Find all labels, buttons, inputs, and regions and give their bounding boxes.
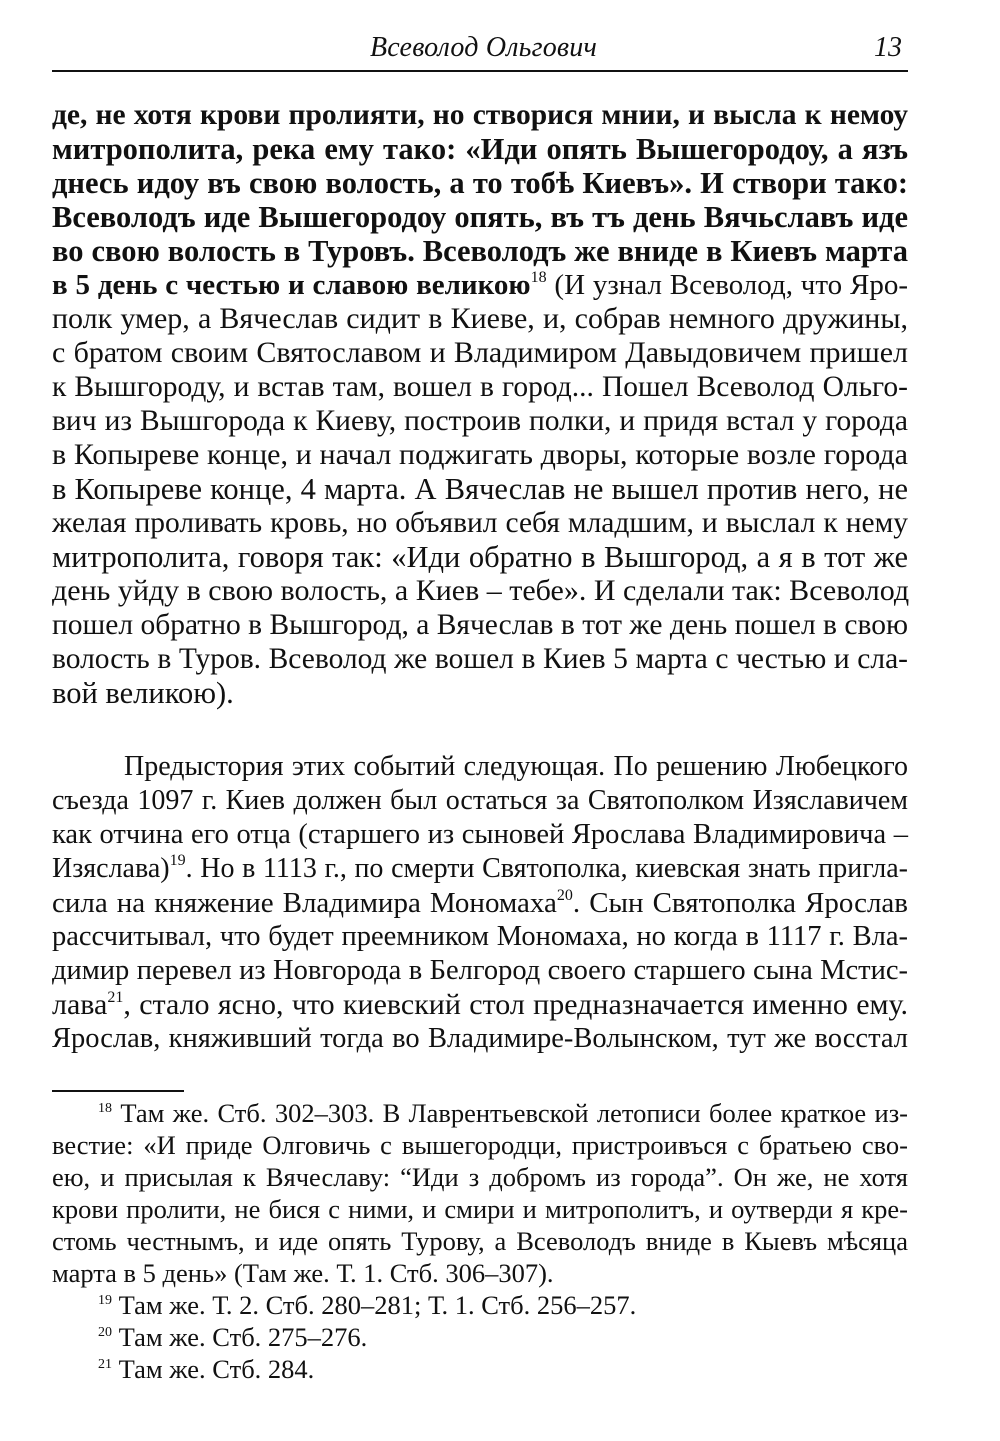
translation-line: в Копыреве конце, 4 марта. А Вячеслав не вышел против него, не [52,472,908,506]
paragraph-line: как отчина его отца (старшего из сыновей Ярослава Владимировича – [52,819,908,850]
text-run: сила на княжение Владимира Мономаха [52,887,557,919]
quote-line: во свою волость в Туровъ. Всеволодъ же вниде в Киевъ марта [52,234,908,268]
footnote-number: 20 [98,1325,112,1340]
footnote-ref: 18 [530,269,547,286]
footnote-text: Там же. Стб. 275–276. [112,1322,368,1352]
footnote-ref: 21 [107,989,124,1006]
paragraph-line: Ярослав, княживший тогда во Владимире-Волынском, тут же восстал [52,1023,908,1054]
text-run: , стало ясно, что киевский стол предназначается именно ему. [123,988,908,1021]
translation-line: с братом своим Святославом и Владимиром Давыдовичем пришел [52,336,908,369]
footnote-text: Там же. Стб. 302–303. В Лаврентьевской летописи более краткое из- [112,1098,908,1128]
paragraph-line: рассчитывал, что будет преемником Мономаха, но когда в 1117 г. Вла- [52,921,908,952]
translation-line: к Вышгороду, и встав там, вошел в город... Пошел Всеволод Ольго- [52,371,908,403]
running-title: Всеволод Ольгович [370,32,598,63]
footnote-18 [98,1098,908,1128]
footnote-number: 21 [98,1357,112,1372]
footnote-19 [98,1290,908,1320]
paragraph-line [52,886,908,920]
footnote-ref: 19 [169,852,186,869]
paragraph-line: съезда 1097 г. Киев должен был остаться за Святополком Изяславичем [52,785,908,816]
footnote-20 [98,1322,908,1352]
text-run: . Сын Святополка Ярослав [572,887,908,919]
translation-line: полк умер, а Вячеслав сидит в Киеве, и, собрав немного дружины, [52,302,908,335]
text-run: лава [52,988,108,1021]
translation-line: день уйду в свою волость, а Киев – тебе». И сделали так: Всеволод [52,574,910,607]
translation-line: вой великою). [52,676,234,710]
text-run: . Но в 1113 г., по смерти Святополка, киевская знать пригла- [185,853,908,884]
quote-line: днесь идоу въ свою волость, а то тобѣ Киевъ». И створи тако: [52,166,908,200]
footnote-line: стомь честнымъ, и иде опять Турову, а Всеволодъ вниде в Кыевъ мѣсяца [52,1226,908,1256]
text-run: Изяслава) [52,853,170,884]
footnote-number: 19 [98,1293,112,1308]
quote-line: митрополита, река ему тако: «Иди опять Вышегородоу, а язъ [52,132,908,166]
translation-line: волость в Туров. Всеволод же вошел в Киев 5 марта с честью и сла- [52,643,908,675]
footnote-number: 18 [98,1101,112,1116]
running-header [52,28,908,72]
quote-end: в 5 день с честью и славою великою [52,269,531,301]
translation-line: митрополита, говоря так: «Иди обратно в Вышгород, а я в тот же [52,540,908,574]
footnote-separator [52,1090,184,1092]
footnote-line: крови пролити, не бися с ними, и смири и митрополитъ, и оутверди я кре- [52,1194,908,1224]
footnote-line: ею, и присылая к Вячеславу: “Иди з добромъ из города”. Он же, не хотя [52,1162,908,1192]
footnote-text: Там же. Т. 2. Стб. 280–281; Т. 1. Стб. 256–257. [112,1290,637,1320]
page-number: 13 [874,32,902,63]
paragraph-line: димир перевел из Новгорода в Белгород своего старшего сына Мстис- [52,955,908,986]
footnote-text: Там же. Стб. 284. [112,1354,315,1384]
translation-start: (И узнал Всеволод, что Яро- [546,269,908,301]
quote-line: Всеволодъ иде Вышегородоу опять, въ тъ день Вячьславъ иде [52,200,908,234]
quote-line-mixed [52,268,908,302]
paragraph-line: Предыстория этих событий следующая. По решению Любецкого [124,751,908,782]
translation-line: пошел обратно в Вышгород, а Вячеслав в тот же день пошел в свою [52,609,908,641]
paragraph-line [52,852,908,886]
footnote-line: марта в 5 день» (Там же. Т. 1. Стб. 306–307). [52,1258,554,1288]
footnote-ref: 20 [556,887,573,904]
translation-line: вич из Вышгорода к Киеву, построив полки, и придя встал у города [52,405,908,437]
footnote-line: вестие: «И приде Олговичь с вышегородци, пристроивъся с братьею сво- [52,1130,908,1160]
paragraph-line [52,988,908,1022]
translation-line: в Копыреве конце, и начал поджигать дворы, которые возле города [52,438,908,471]
footnote-21 [98,1354,908,1384]
quote-line: де, не хотя крови пролияти, но створися мнии, и высла к немоу [52,99,908,131]
translation-line: желая проливать кровь, но объявил себя младшим, и выслал к нему [52,507,908,539]
